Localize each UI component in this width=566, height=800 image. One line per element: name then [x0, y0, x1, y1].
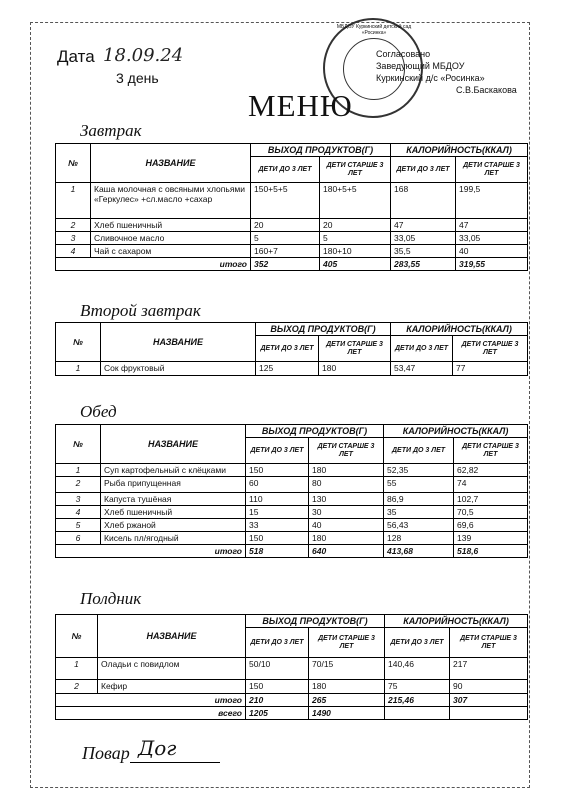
- col-output: ВЫХОД ПРОДУКТОВ(Г): [246, 615, 385, 628]
- col-over3: ДЕТИ СТАРШЕ 3 ЛЕТ: [309, 438, 384, 464]
- total-out-u3: 352: [251, 258, 320, 271]
- total-cal-o3: 518,6: [454, 545, 528, 558]
- row-no: 2: [56, 219, 91, 232]
- col-no: №: [56, 144, 91, 183]
- row-out-u3: 20: [251, 219, 320, 232]
- col-over3: ДЕТИ СТАРШЕ 3 ЛЕТ: [309, 628, 385, 658]
- row-cal-u3: 56,43: [384, 519, 454, 532]
- row-name: Кефир: [98, 680, 246, 694]
- row-name: Каша молочная с овсяными хлопьями «Геркулес» +сл.масло +сахар: [91, 183, 251, 219]
- total-out-o3: 405: [320, 258, 391, 271]
- col-under3: ДЕТИ ДО 3 ЛЕТ: [256, 336, 319, 362]
- row-out-o3: 40: [309, 519, 384, 532]
- col-under3: ДЕТИ ДО 3 ЛЕТ: [246, 438, 309, 464]
- row-name: Оладьи с повидлом: [98, 658, 246, 680]
- cook-label: Повар: [82, 743, 130, 763]
- row-cal-u3: 35,5: [391, 245, 456, 258]
- row-cal-o3: 90: [450, 680, 528, 694]
- total-row: [56, 258, 528, 271]
- section-title-breakfast: Завтрак: [80, 121, 142, 140]
- col-calories: КАЛОРИЙНОСТЬ(ККАЛ): [384, 425, 528, 438]
- approval-line-1: Согласовано: [376, 49, 431, 59]
- row-name: Хлеб ржаной: [101, 519, 246, 532]
- col-name: НАЗВАНИЕ: [101, 425, 246, 464]
- row-cal-u3: 140,46: [385, 658, 450, 680]
- row-out-u3: 150: [246, 532, 309, 545]
- table-row: [56, 362, 528, 376]
- approval-line-3: Куркинский д/с «Росинка»: [376, 73, 485, 83]
- total-out-o3: 265: [309, 694, 385, 707]
- second-breakfast-table: [55, 322, 528, 376]
- row-cal-u3: 86,9: [384, 493, 454, 506]
- row-out-u3: 125: [256, 362, 319, 376]
- table-row: [56, 532, 528, 545]
- row-out-o3: 180+5+5: [320, 183, 391, 219]
- col-under3: ДЕТИ ДО 3 ЛЕТ: [246, 628, 309, 658]
- table-row: [56, 680, 528, 694]
- row-cal-u3: 35: [384, 506, 454, 519]
- col-over3: ДЕТИ СТАРШЕ 3 ЛЕТ: [456, 157, 528, 183]
- row-cal-o3: 217: [450, 658, 528, 680]
- row-out-u3: 150+5+5: [251, 183, 320, 219]
- row-no: 1: [56, 464, 101, 477]
- grand-total-out-o3: 1490: [309, 707, 385, 720]
- row-no: 5: [56, 519, 101, 532]
- cook-signature: Дог: [138, 736, 177, 760]
- day-label: 3 день: [116, 70, 159, 86]
- col-no: №: [56, 323, 101, 362]
- row-out-u3: 150: [246, 464, 309, 477]
- row-out-u3: 50/10: [246, 658, 309, 680]
- row-out-u3: 15: [246, 506, 309, 519]
- col-output: ВЫХОД ПРОДУКТОВ(Г): [256, 323, 391, 336]
- date-value: 18.09.24: [103, 45, 184, 66]
- row-no: 1: [56, 183, 91, 219]
- date-label: Дата: [57, 47, 95, 66]
- row-no: 1: [56, 362, 101, 376]
- table-row: [56, 245, 528, 258]
- row-name: Хлеб пшеничный: [91, 219, 251, 232]
- row-out-o3: 180+10: [320, 245, 391, 258]
- row-name: Суп картофельный с клёцками: [101, 464, 246, 477]
- total-cal-u3: 215,46: [385, 694, 450, 707]
- row-name: Хлеб пшеничный: [101, 506, 246, 519]
- col-calories: КАЛОРИЙНОСТЬ(ККАЛ): [391, 144, 528, 157]
- total-row: [56, 694, 528, 707]
- row-out-o3: 180: [309, 532, 384, 545]
- row-cal-o3: 33,05: [456, 232, 528, 245]
- row-name: Кисель пл/ягодный: [101, 532, 246, 545]
- row-cal-o3: 70,5: [454, 506, 528, 519]
- approval-block: [376, 48, 517, 96]
- row-cal-o3: 139: [454, 532, 528, 545]
- row-cal-o3: 102,7: [454, 493, 528, 506]
- col-over3: ДЕТИ СТАРШЕ 3 ЛЕТ: [319, 336, 391, 362]
- row-out-o3: 180: [309, 680, 385, 694]
- row-no: 1: [56, 658, 98, 680]
- col-under3: ДЕТИ ДО 3 ЛЕТ: [391, 336, 453, 362]
- total-label: итого: [56, 258, 251, 271]
- row-no: 2: [56, 477, 101, 493]
- approval-signer: С.В.Баскакова: [456, 85, 517, 95]
- breakfast-table: [55, 143, 528, 271]
- row-name: Рыба припущенная: [101, 477, 246, 493]
- col-under3: ДЕТИ ДО 3 ЛЕТ: [384, 438, 454, 464]
- row-name: Капуста тушёная: [101, 493, 246, 506]
- total-cal-u3: 283,55: [391, 258, 456, 271]
- menu-title: МЕНЮ: [248, 88, 353, 123]
- col-no: №: [56, 615, 98, 658]
- grand-total-label: всего: [56, 707, 246, 720]
- total-out-o3: 640: [309, 545, 384, 558]
- col-no: №: [56, 425, 101, 464]
- col-over3: ДЕТИ СТАРШЕ 3 ЛЕТ: [320, 157, 391, 183]
- col-over3: ДЕТИ СТАРШЕ 3 ЛЕТ: [454, 438, 528, 464]
- row-no: 4: [56, 506, 101, 519]
- col-under3: ДЕТИ ДО 3 ЛЕТ: [385, 628, 450, 658]
- row-cal-u3: 128: [384, 532, 454, 545]
- row-cal-o3: 62,82: [454, 464, 528, 477]
- row-cal-o3: 74: [454, 477, 528, 493]
- table-row: [56, 183, 528, 219]
- col-over3: ДЕТИ СТАРШЕ 3 ЛЕТ: [453, 336, 528, 362]
- table-row: [56, 519, 528, 532]
- total-cal-u3: 413,68: [384, 545, 454, 558]
- row-no: 6: [56, 532, 101, 545]
- row-cal-u3: 55: [384, 477, 454, 493]
- row-cal-u3: 33,05: [391, 232, 456, 245]
- total-label: итого: [56, 545, 246, 558]
- row-out-u3: 60: [246, 477, 309, 493]
- grand-total-out-u3: 1205: [246, 707, 309, 720]
- col-over3: ДЕТИ СТАРШЕ 3 ЛЕТ: [450, 628, 528, 658]
- afternoon-snack-table: [55, 614, 528, 720]
- col-name: НАЗВАНИЕ: [101, 323, 256, 362]
- signature-line: [130, 762, 220, 763]
- total-cal-o3: 307: [450, 694, 528, 707]
- total-out-u3: 210: [246, 694, 309, 707]
- row-out-o3: 180: [319, 362, 391, 376]
- row-name: Сок фруктовый: [101, 362, 256, 376]
- grand-total-row: [56, 707, 528, 720]
- section-title-afternoon-snack: Полдник: [80, 589, 142, 608]
- stamp-text: МБДОУ Куркинский детский сад «Росинка»: [336, 24, 412, 36]
- col-calories: КАЛОРИЙНОСТЬ(ККАЛ): [391, 323, 528, 336]
- grand-total-empty: [450, 707, 528, 720]
- row-no: 2: [56, 680, 98, 694]
- row-out-o3: 20: [320, 219, 391, 232]
- row-out-o3: 180: [309, 464, 384, 477]
- col-name: НАЗВАНИЕ: [91, 144, 251, 183]
- row-name: Сливочное масло: [91, 232, 251, 245]
- col-under3: ДЕТИ ДО 3 ЛЕТ: [391, 157, 456, 183]
- row-name: Чай с сахаром: [91, 245, 251, 258]
- total-row: [56, 545, 528, 558]
- row-no: 3: [56, 493, 101, 506]
- row-out-u3: 150: [246, 680, 309, 694]
- approval-line-2: Заведующий МБДОУ: [376, 61, 465, 71]
- row-out-o3: 70/15: [309, 658, 385, 680]
- row-out-o3: 30: [309, 506, 384, 519]
- table-row: [56, 477, 528, 493]
- row-out-o3: 80: [309, 477, 384, 493]
- row-cal-u3: 168: [391, 183, 456, 219]
- row-cal-u3: 53,47: [391, 362, 453, 376]
- section-title-lunch: Обед: [80, 402, 117, 421]
- grand-total-empty: [385, 707, 450, 720]
- row-cal-o3: 77: [453, 362, 528, 376]
- row-cal-u3: 47: [391, 219, 456, 232]
- row-out-u3: 160+7: [251, 245, 320, 258]
- row-out-u3: 110: [246, 493, 309, 506]
- total-cal-o3: 319,55: [456, 258, 528, 271]
- row-no: 4: [56, 245, 91, 258]
- table-row: [56, 464, 528, 477]
- row-cal-o3: 40: [456, 245, 528, 258]
- total-label: итого: [56, 694, 246, 707]
- lunch-table: [55, 424, 528, 558]
- row-cal-o3: 47: [456, 219, 528, 232]
- row-cal-u3: 52,35: [384, 464, 454, 477]
- table-row: [56, 493, 528, 506]
- row-out-u3: 33: [246, 519, 309, 532]
- section-title-second-breakfast: Второй завтрак: [80, 301, 201, 320]
- col-name: НАЗВАНИЕ: [98, 615, 246, 658]
- table-row: [56, 506, 528, 519]
- col-calories: КАЛОРИЙНОСТЬ(ККАЛ): [385, 615, 528, 628]
- col-output: ВЫХОД ПРОДУКТОВ(Г): [251, 144, 391, 157]
- row-cal-o3: 69,6: [454, 519, 528, 532]
- row-out-u3: 5: [251, 232, 320, 245]
- row-cal-u3: 75: [385, 680, 450, 694]
- table-row: [56, 658, 528, 680]
- row-out-o3: 5: [320, 232, 391, 245]
- col-under3: ДЕТИ ДО 3 ЛЕТ: [251, 157, 320, 183]
- row-cal-o3: 199,5: [456, 183, 528, 219]
- col-output: ВЫХОД ПРОДУКТОВ(Г): [246, 425, 384, 438]
- table-row: [56, 232, 528, 245]
- table-row: [56, 219, 528, 232]
- row-no: 3: [56, 232, 91, 245]
- total-out-u3: 518: [246, 545, 309, 558]
- row-out-o3: 130: [309, 493, 384, 506]
